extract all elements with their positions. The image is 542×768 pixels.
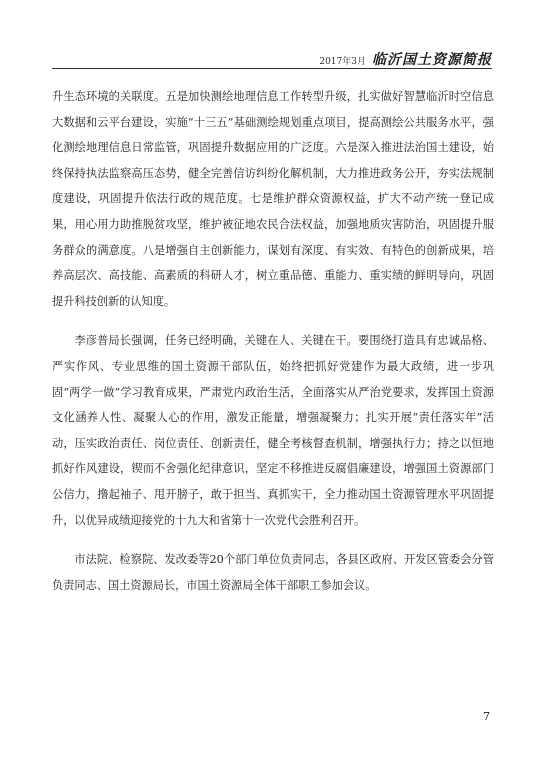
issue-date: 2017年3月 [319, 57, 366, 67]
page-header [319, 49, 492, 69]
paragraph-attendees: 市法院、检察院、发改委等20个部门单位负责同志，各县区政府、开发区管委会分管负责同志、国土资源局长，市国土资源局全体干部职工参加会议。 [52, 553, 494, 592]
paragraph-continued: 升生态环境的关联度。五是加快测绘地理信息工作转型升级，扎实做好智慧临沂时空信息大数据和云平台建设，实施“十三五”基础测绘规划重点项目，提高测绘公共服务水平，强化测绘地理信息日常监管，巩固提升数据应用的广泛度。六是深入推进法治国土建设，始终保持执法监察高压态势，健全完善信访纠纷化解机制，大力推进政务公开，夯实法规制度建设，巩固提升依法行政的规范度。七是维护群众资源权益，扩大不动产统一登记成果，用心用力助推脱贫攻坚，维护被征地农民合法权益，加强地质灾害防治，巩固提升服务群众的满意度。八是增强自主创新能力，谋划有深度、有实效、有特色的创新成果，培养高层次、高技能、高素质的科研人才，树立重品德、重能力、重实绩的鲜明导向，巩固提升科技创新的认知度。 [52, 90, 494, 308]
publication-title: 临沂国土资源简报 [372, 52, 492, 68]
paragraph-director-remarks: 李彦普局长强调，任务已经明确，关键在人、关键在干。要围绕打造具有忠诚品格、严实作风、专业思维的国土资源干部队伍，始终把抓好党建作为最大政绩，进一步巩固“两学一做”学习教育成果，严肃党内政治生活，全面落实从严治党要求，发挥国土资源文化涵养人性、凝聚人心的作用，激发正能量，增强凝聚力；扎实开展“责任落实年”活动，压实政治责任、岗位责任、创新责任，健全考核督查机制，增强执行力；持之以恒地抓好作风建设，锲而不舍强化纪律意识，坚定不移推进反腐倡廉建设，增强国土资源部门公信力，撸起袖子、甩开膀子，敢于担当、真抓实干，全力推动国土资源管理水平巩固提升，以优异成绩迎接党的十九大和省第十一次党代会胜利召开。 [52, 334, 494, 527]
page-number: 7 [483, 710, 490, 723]
header-divider [52, 68, 492, 69]
article-body [52, 84, 494, 612]
